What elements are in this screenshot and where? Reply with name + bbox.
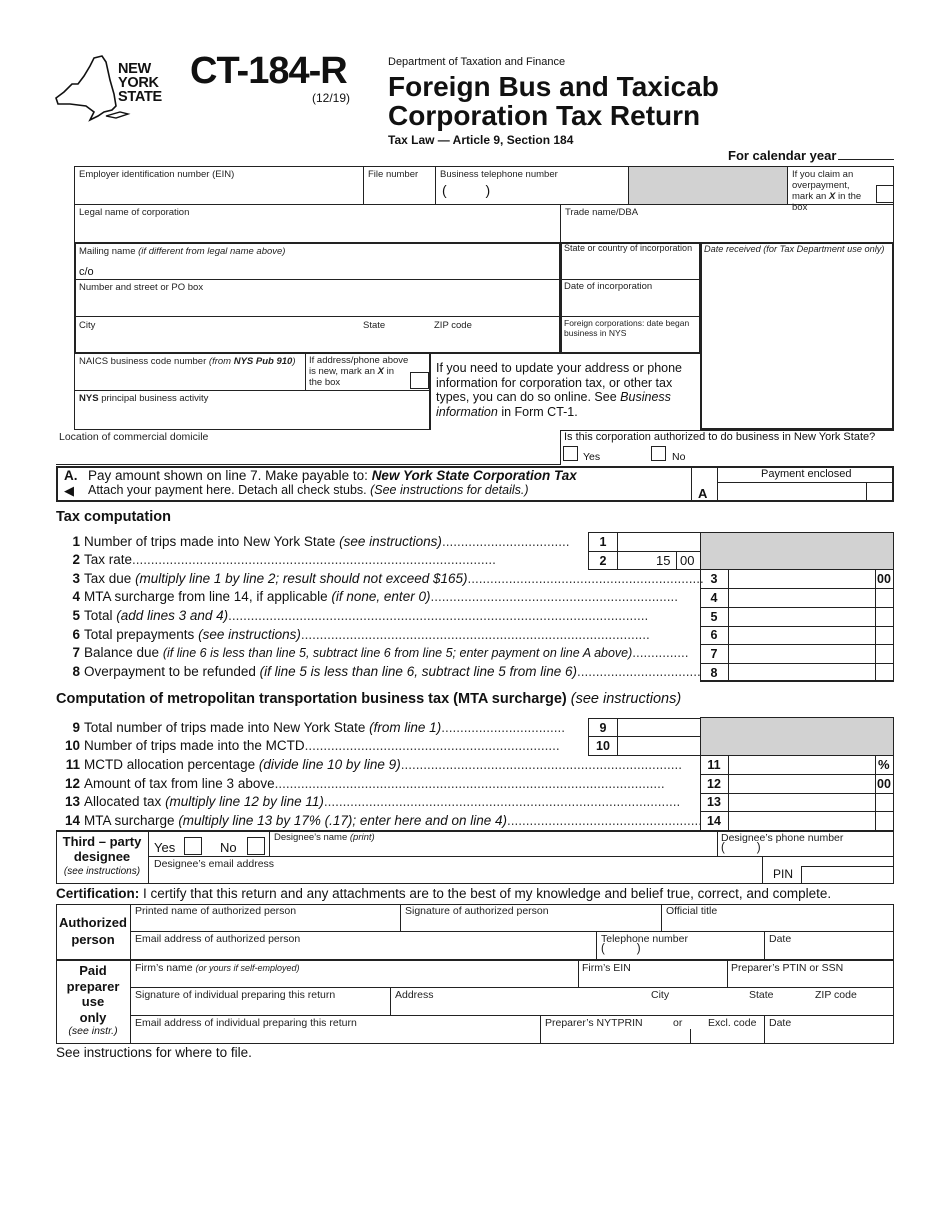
file-number-label: File number [368, 169, 419, 180]
designee-pin-field[interactable] [801, 866, 894, 884]
designee-title: Third – party designee [62, 834, 142, 864]
auth-printed-name-label: Printed name of authorized person [135, 905, 297, 917]
mta-heading: Computation of metropolitan transportation business tax (MTA surcharge) (see instructions) [56, 691, 682, 707]
authorized-title: Authorized person [59, 915, 127, 947]
mta-line-10: 10 Number of trips made into the MCTD.................................................................... [64, 738, 560, 753]
tax-line-4: 4 MTA surcharge from line 14, if applicable (if none, enter 0).................................................................. [72, 589, 679, 604]
prep-email-label: Email address of individual preparing this return [135, 1017, 357, 1029]
domicile-divider [560, 430, 561, 464]
tax-rate-cents-divider [676, 551, 677, 570]
line-2-number: 2 [599, 554, 607, 568]
street-label: Number and street or PO box [79, 282, 204, 293]
calendar-year-label: For calendar year [728, 148, 837, 163]
line-10-amount-field[interactable] [617, 736, 701, 756]
prep-signature-label: Signature of individual preparing this return [135, 989, 336, 1001]
mailing-divider-1 [74, 279, 561, 280]
tax-line-6: 6 Total prepayments (see instructions)............................................................................................. [72, 627, 650, 642]
prep-firm-name-field[interactable] [131, 973, 577, 987]
designee-pin-divider [762, 856, 763, 884]
authorized-no-label: No [672, 451, 686, 463]
state-label: State [363, 320, 386, 331]
line-1-amount-field[interactable] [617, 532, 701, 552]
auth-telephone-parens: ( ) [601, 943, 641, 955]
prep-ptin-field[interactable] [728, 973, 893, 987]
ein-label: Employer identification number (EIN) [79, 169, 235, 180]
footer-note: See instructions for where to file. [56, 1045, 252, 1060]
line-8-amount-field[interactable] [729, 664, 875, 681]
mailing-name-label: Mailing name (if different from legal name above) [79, 246, 286, 257]
mta-line-12: 12 Amount of tax from line 3 above........................................................................................................ [64, 776, 665, 791]
payment-divider [691, 466, 692, 502]
form-revision: (12/19) [312, 91, 351, 105]
line-10-number: 10 [596, 739, 610, 753]
designee-email-label: Designee’s email address [154, 858, 275, 870]
prep-row-2-bottom [130, 1015, 894, 1016]
payment-line-2: Attach your payment here. Detach all check stubs. (See instructions for details.) [88, 483, 529, 497]
prep-date-field[interactable] [765, 1028, 893, 1043]
auth-date-label: Date [769, 933, 792, 945]
department: Department of Taxation and Finance [388, 56, 566, 68]
mailing-block [74, 242, 561, 354]
line-12-cents: 00 [877, 777, 891, 791]
designee-no-checkbox[interactable] [247, 837, 265, 855]
auth-printed-name-field[interactable] [131, 916, 399, 931]
overpayment-note: If you claim an overpayment, mark an X in the box [792, 169, 862, 213]
prep-row-1-bottom [130, 987, 894, 988]
mta-line-11: 11 MCTD allocation percentage (divide line 10 by line 9)........................................................................... [65, 757, 683, 772]
prep-firm-ein-field[interactable] [579, 973, 726, 987]
line-9-number: 9 [599, 721, 607, 735]
line-4-number: 4 [710, 591, 718, 605]
legal-name-field[interactable] [74, 204, 561, 243]
business-phone-field[interactable] [435, 166, 629, 205]
designee-name-label: Designee’s name (print) [274, 832, 375, 843]
foreign-date-label: Foreign corporations: date began business in NYS [564, 318, 690, 338]
commercial-domicile-label: Location of commercial domicile [59, 431, 209, 443]
incorp-divider-2 [560, 316, 701, 317]
tax-line-8: 8 Overpayment to be refunded (if line 5 is less than line 6, subtract line 5 from line 6)................................. [72, 664, 701, 679]
auth-email-label: Email address of authorized person [135, 933, 301, 945]
authorized-question: Is this corporation authorized to do business in New York State? [564, 431, 876, 443]
tax-line-3: 3 Tax due (multiply line 1 by line 2; result should not exceed $165)............................................................... [72, 571, 704, 586]
tax-rate-cents: 00 [680, 553, 695, 568]
line-13-number: 13 [707, 795, 721, 809]
state-logo-text: NEW YORK STATE [118, 61, 162, 105]
line-13-amount-field[interactable] [729, 794, 875, 811]
auth-mid-line [130, 931, 894, 932]
date-of-incorporation-label: Date of incorporation [564, 281, 653, 292]
mta-line-14: 14 MTA surcharge (multiply line 13 by 17% (.17); enter here and on line 4).................................................... [64, 813, 703, 828]
line-14-amount-field[interactable] [729, 812, 875, 830]
line-9-num-box [588, 718, 618, 737]
prep-address-label: Address [395, 989, 434, 1001]
line-8-number: 8 [710, 666, 718, 680]
payment-enclosed-field[interactable] [717, 482, 867, 502]
auth-signature-label: Signature of authorized person [405, 905, 549, 917]
tax-line-7: 7 Balance due (if line 6 is less than line 5, subtract line 6 from line 5; enter payment on line A above)............... [72, 645, 689, 660]
line-11-amount-field[interactable] [729, 756, 875, 774]
line-1-num-box [588, 532, 618, 552]
line-6-number: 6 [710, 628, 718, 642]
auth-telephone-label: Telephone number [601, 933, 688, 945]
designee-yes-label: Yes [154, 840, 176, 855]
auth-email-field[interactable] [131, 944, 595, 959]
prep-city-label: City [651, 989, 670, 1001]
authorized-yes-checkbox[interactable] [563, 446, 578, 461]
city-label: City [79, 320, 96, 331]
designee-phone-label: Designee’s phone number [721, 832, 844, 844]
mailing-divider-2 [74, 316, 561, 317]
zip-label: ZIP code [434, 320, 472, 331]
designee-phone-divider [717, 830, 718, 856]
form-title: Foreign Bus and Taxicab Corporation Tax Return [388, 71, 719, 131]
shaded-area [628, 166, 788, 205]
payment-enclosed-label: Payment enclosed [761, 468, 852, 480]
business-phone-label: Business telephone number [440, 169, 558, 180]
address-new-checkbox[interactable] [410, 372, 429, 389]
tax-rate-dollars: 15 [656, 553, 671, 568]
line-10-num-box [588, 736, 618, 756]
prep-firm-ein-label: Firm’s EIN [582, 962, 631, 974]
designee-name-field[interactable] [270, 842, 716, 856]
designee-phone-parens: ( ) [721, 842, 761, 854]
date-received-label: Date received (for Tax Department use only) [704, 244, 885, 254]
authorized-no-checkbox[interactable] [651, 446, 666, 461]
trade-name-label: Trade name/DBA [565, 207, 639, 218]
designee-note: (see instructions) [63, 866, 141, 877]
prep-excl-code-field[interactable] [691, 1028, 763, 1043]
overpayment-checkbox[interactable] [876, 185, 894, 203]
line-3-number: 3 [710, 572, 718, 586]
line-5-amount-field[interactable] [729, 608, 875, 626]
tax-line-1: 1 Number of trips made into New York State (see instructions).................................. [72, 534, 570, 549]
ein-field[interactable] [74, 166, 364, 205]
designee-yes-checkbox[interactable] [184, 837, 202, 855]
payment-line-1: Pay amount shown on line 7. Make payable to: New York State Corporation Tax [88, 468, 577, 483]
authorized-yes-label: Yes [583, 451, 601, 463]
address-new-label: If address/phone above is new, mark an X in the box [309, 355, 409, 388]
prep-excl-code-label: Excl. code [708, 1017, 757, 1029]
line-11-percent: % [878, 757, 890, 772]
prep-nytprin-field[interactable] [541, 1028, 689, 1043]
tax-line-2: 2 Tax rate................................................................................................. [72, 552, 496, 567]
line-12-number: 12 [707, 777, 721, 791]
designee-no-label: No [220, 840, 237, 855]
line-12-amount-field[interactable] [729, 775, 875, 793]
certification-text: Certification: I certify that this return and any attachments are to the best of my knowledge and belief true, correct, and complete. [56, 886, 832, 901]
line-1-number: 1 [599, 535, 607, 549]
incorp-divider-1 [560, 279, 701, 280]
co-label: c/o [79, 266, 94, 278]
prep-signature-field[interactable] [131, 1000, 389, 1014]
auth-official-title-field[interactable] [662, 916, 893, 931]
state-of-incorporation-label: State or country of incorporation [564, 243, 693, 253]
prep-nytprin-label: Preparer’s NYTPRIN [545, 1017, 643, 1029]
line-3-cents: 00 [877, 572, 891, 586]
prep-state-label: State [749, 989, 774, 1001]
line-4-amount-field[interactable] [729, 589, 875, 607]
naics-label: NAICS business code number (from NYS Pub 910) [79, 356, 296, 367]
mta-line-13: 13 Allocated tax (multiply line 12 by line 11)............................................................................................... [64, 794, 681, 809]
file-number-field[interactable] [363, 166, 436, 205]
business-phone-parens: ( ) [442, 182, 491, 198]
tax-law: Tax Law — Article 9, Section 184 [388, 133, 574, 147]
tax-line-5: 5 Total (add lines 3 and 4)................................................................................................................ [72, 608, 649, 623]
update-online-text: If you need to update your address or phone information for corporation tax, or other tax types, you can do so online. See Business information in Form CT-1. [436, 361, 683, 419]
legal-name-label: Legal name of corporation [79, 207, 190, 218]
line-9-amount-field[interactable] [617, 718, 701, 737]
line-7-amount-field[interactable] [729, 645, 875, 663]
payment-letter-a: A [698, 486, 708, 501]
line-14-number: 14 [707, 814, 721, 828]
payment-label-a: A. [64, 468, 78, 483]
auth-signature-field[interactable] [401, 916, 660, 931]
designee-pin-label: PIN [773, 867, 794, 881]
preparer-title: Paid preparer use only [66, 963, 120, 1025]
line-11-number: 11 [707, 758, 721, 772]
principal-activity-label: NYS principal business activity [79, 393, 209, 404]
designee-mid-line [148, 856, 894, 857]
line-7-number: 7 [710, 647, 718, 661]
principal-activity-field[interactable] [74, 390, 430, 430]
line-3-amount-field[interactable] [729, 570, 875, 588]
auth-date-field[interactable] [765, 944, 893, 959]
designee-email-field[interactable] [149, 869, 761, 883]
prep-address-field[interactable] [391, 1000, 893, 1014]
prep-firm-name-label: Firm’s name (or yours if self-employed) [135, 962, 300, 974]
trade-name-field[interactable] [560, 204, 894, 243]
tax-computation-heading: Tax computation [56, 509, 171, 525]
prep-email-field[interactable] [131, 1028, 539, 1043]
preparer-note: (see instr.) [68, 1025, 118, 1037]
mta-gray-panel [700, 717, 894, 756]
prep-ptin-label: Preparer’s PTIN or SSN [731, 962, 844, 974]
tax-gray-panel [700, 532, 894, 570]
commercial-domicile-field[interactable] [56, 464, 561, 465]
prep-or-label: or [673, 1017, 683, 1029]
arrow-left-icon: ◀ [64, 483, 74, 498]
prep-zip-label: ZIP code [815, 989, 857, 1001]
form-number: CT-184-R [190, 50, 347, 92]
auth-phone-divider [596, 931, 597, 960]
naics-field[interactable] [74, 353, 306, 391]
date-received-block [700, 242, 894, 430]
line-5-number: 5 [710, 610, 718, 624]
mta-line-9: 9 Total number of trips made into New York State (from line 1)................................. [72, 720, 565, 735]
update-text-divider [430, 353, 431, 430]
prep-date-label: Date [769, 1017, 792, 1029]
auth-official-title-label: Official title [666, 905, 718, 917]
line-6-amount-field[interactable] [729, 627, 875, 644]
calendar-year-field[interactable] [838, 159, 894, 160]
line-2-num-box [588, 551, 618, 570]
